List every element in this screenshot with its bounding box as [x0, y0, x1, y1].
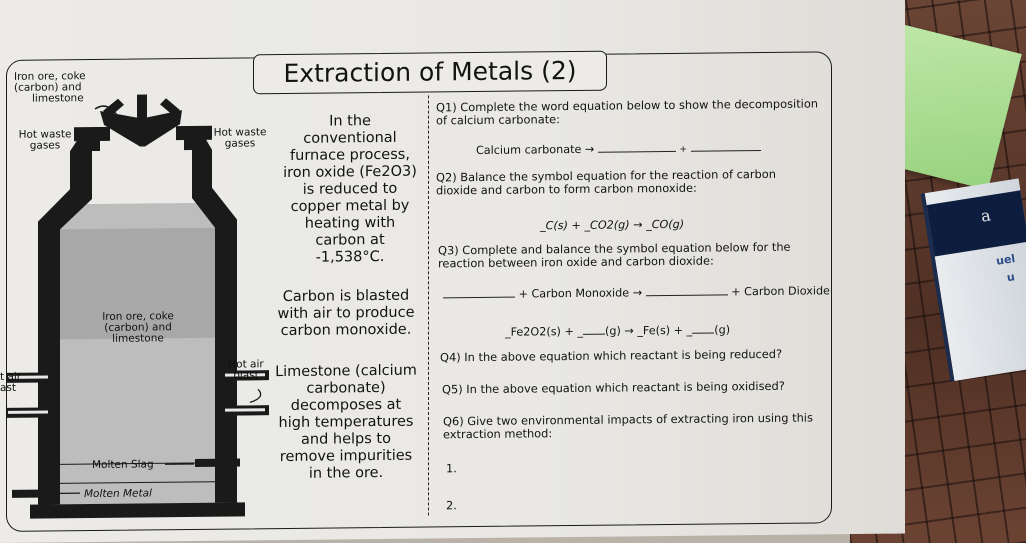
question-1: Q1) Complete the word equation below to show the decomposition of calcium carbonate: — [436, 96, 819, 128]
feed-label: Iron ore, coke (carbon) and limestone — [14, 70, 86, 105]
limestone-text: Limestone (calcium carbonate) decomposes at high temperatures and helps to remove impurities in the ore. — [275, 362, 417, 482]
question-4: Q4) In the above equation which reactant is being reduced? — [440, 346, 783, 365]
answer-line-2: 2. — [446, 498, 457, 513]
book: a uel u — [921, 178, 1026, 381]
question-6: Q6) Give two environmental impacts of extracting iron using this extraction method: — [443, 410, 813, 442]
column-divider — [428, 96, 429, 516]
question-5: Q5) In the above equation which reactant is being oxidised? — [442, 378, 785, 397]
answer-line-1: 1. — [446, 461, 457, 476]
hot-air-left-label: t air ast — [0, 370, 22, 394]
page-title: Extraction of Metals (2) — [253, 51, 607, 95]
question-3: Q3) Complete and balance the symbol equation below for the reaction between iron oxide and carbon dioxide: — [438, 239, 791, 271]
carbon-blast-text: Carbon is blasted with air to produce carbon monoxide. — [277, 287, 415, 340]
furnace-process-text: In the conventional furnace process, iron oxide (Fe2O3) is reduced to copper metal by heating with carbon at -1,538°C. — [283, 113, 417, 266]
molten-metal-label: Molten Metal — [84, 487, 152, 501]
molten-slag-label: Molten Slag — [92, 458, 154, 472]
hot-waste-gases-right-label: Hot waste gases — [213, 126, 267, 150]
q3-word-equation: + Carbon Monoxide → + Carbon Dioxide — [443, 284, 830, 301]
q3-symbol-equation: _Fe2O2(s) + _ (g) → _Fe(s) + _ (g) — [505, 323, 731, 339]
furnace-contents-label: Iron ore, coke (carbon) and limestone — [102, 310, 174, 345]
q1-equation: Calcium carbonate → + — [476, 141, 761, 157]
hot-air-blast-right-label: Hot air blast — [228, 358, 264, 382]
question-2: Q2) Balance the symbol equation for the reaction of carbon dioxide and carbon to form carbon monoxide: — [436, 166, 776, 198]
q2-equation: _C(s) + _CO2(g) → _CO(g) — [540, 217, 685, 233]
hot-waste-gases-left-label: Hot waste gases — [18, 128, 72, 152]
